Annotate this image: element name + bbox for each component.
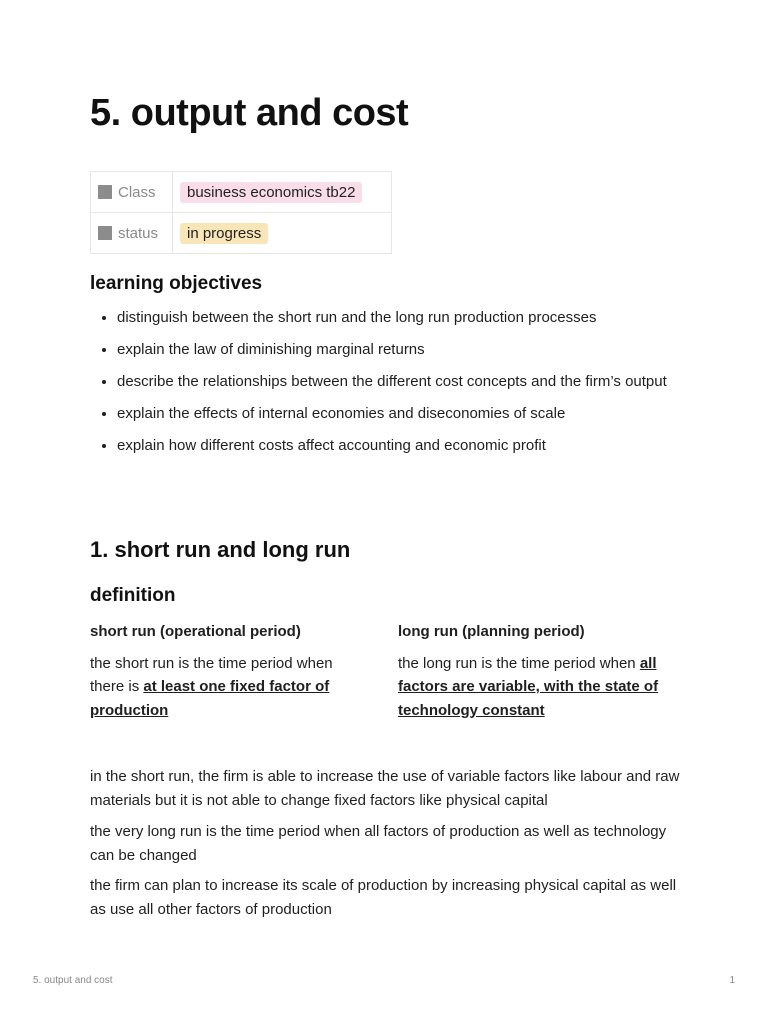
definition-emphasis: at least one fixed factor of production bbox=[90, 678, 330, 719]
list-item: • distinguish between the short run and the long run production processes bbox=[117, 306, 697, 330]
objectives-list bbox=[90, 306, 697, 466]
short-run-column bbox=[90, 620, 365, 722]
property-value[interactable] bbox=[173, 172, 392, 213]
property-key-label: status bbox=[118, 224, 159, 242]
list-item: • explain how different costs affect accounting and economic profit bbox=[117, 434, 697, 458]
property-key bbox=[91, 213, 173, 254]
page-title: 5. output and cost bbox=[90, 92, 409, 134]
property-row-class bbox=[91, 172, 392, 213]
long-run-definition bbox=[398, 652, 673, 723]
long-run-heading: long run (planning period) bbox=[398, 623, 585, 640]
properties-table bbox=[90, 171, 392, 254]
property-row-status bbox=[91, 213, 392, 254]
property-list-icon bbox=[98, 226, 112, 240]
definition-heading: definition bbox=[90, 585, 176, 606]
class-tag[interactable]: business economics tb22 bbox=[180, 182, 362, 203]
definition-text: the short run is the time period when there is bbox=[90, 654, 333, 695]
footer-title: 5. output and cost bbox=[33, 975, 113, 986]
property-value[interactable] bbox=[173, 213, 392, 254]
list-item: • describe the relationships between the different cost concepts and the firm’s output bbox=[117, 370, 697, 394]
paragraph: the very long run is the time period when all factors of production as well as technology can be changed bbox=[90, 823, 667, 864]
paragraph: the firm can plan to increase its scale of production by increasing physical capital as well as use all other factors of production bbox=[90, 877, 677, 918]
short-run-definition bbox=[90, 652, 365, 723]
definition-emphasis: all factors are variable, with the state of technology constant bbox=[398, 654, 659, 719]
list-item: • explain the effects of internal economies and diseconomies of scale bbox=[117, 402, 697, 426]
property-key-label: Class bbox=[118, 183, 156, 201]
status-tag[interactable]: in progress bbox=[180, 223, 268, 244]
short-run-heading: short run (operational period) bbox=[90, 623, 301, 640]
page-number: 1 bbox=[729, 975, 735, 986]
paragraph: in the short run, the firm is able to increase the use of variable factors like labour and raw materials but it is not able to change fixed factors like physical capital bbox=[90, 768, 680, 809]
property-list-icon bbox=[98, 185, 112, 199]
learning-objectives-heading: learning objectives bbox=[90, 273, 263, 294]
property-key bbox=[91, 172, 173, 213]
long-run-column bbox=[398, 620, 673, 722]
definition-text: the long run is the time period when bbox=[398, 654, 640, 672]
section-heading: 1. short run and long run bbox=[90, 537, 351, 562]
list-item: • explain the law of diminishing marginal returns bbox=[117, 338, 697, 362]
